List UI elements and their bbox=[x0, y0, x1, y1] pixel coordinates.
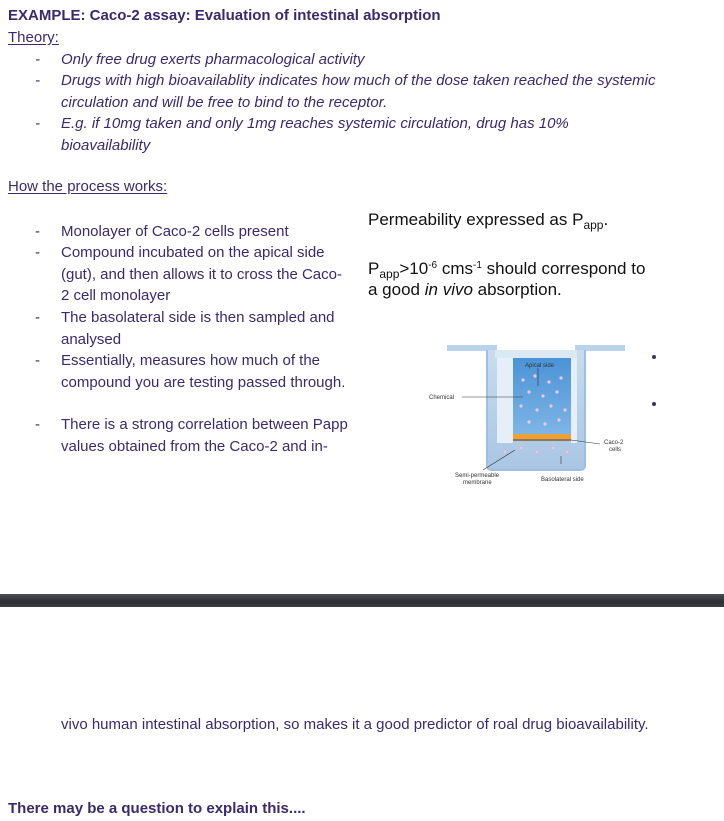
insert-left-wall bbox=[497, 358, 513, 443]
process-bullet-5 bbox=[35, 414, 391, 457]
papp-exp: -6 bbox=[428, 260, 438, 271]
dash-marker: - bbox=[35, 244, 40, 261]
membrane-label-1: Semi-permeable bbox=[455, 473, 500, 479]
process-bullet-3-text: The basolateral side is then sampled and analysed bbox=[61, 309, 335, 348]
theory-bullet-3 bbox=[35, 113, 661, 156]
membrane-label-2: membrane bbox=[463, 480, 492, 486]
theory-heading: Theory: bbox=[8, 29, 59, 46]
perm-suffix: . bbox=[603, 210, 609, 229]
permeability-line-1 bbox=[368, 209, 608, 232]
papp-rest: should correspond to bbox=[481, 259, 646, 278]
insert-rim bbox=[495, 350, 577, 358]
caco2-label-2: cells bbox=[609, 447, 622, 453]
theory-bullet-1-text: Only free drug exerts pharmacological activity bbox=[61, 51, 365, 68]
caco2-diagram bbox=[425, 340, 675, 500]
basolateral-label: Basolateral side bbox=[541, 477, 584, 483]
apical-label: Apical side bbox=[525, 363, 555, 369]
theory-bullet-2-text: Drugs with high bioavailablity indicates how much of the dose taken reached the systemic circulation and will be free to bind to the receptor. bbox=[61, 72, 656, 111]
process-bullet-1-text: Monolayer of Caco-2 cells present bbox=[61, 223, 289, 240]
process-heading: How the process works: bbox=[8, 178, 168, 195]
invivo-italic: in vivo bbox=[424, 280, 473, 299]
papp-unit: cms bbox=[437, 259, 474, 278]
page-title: EXAMPLE: Caco-2 assay: Evaluation of intestinal absorption bbox=[8, 7, 441, 24]
bullet-dot bbox=[652, 402, 656, 406]
dash-marker: - bbox=[35, 416, 40, 433]
invivo-suffix: absorption. bbox=[472, 280, 562, 299]
dash-marker: - bbox=[35, 51, 40, 68]
dash-marker: - bbox=[35, 309, 40, 326]
papp-p: P bbox=[368, 259, 380, 278]
papp-mid: >10 bbox=[399, 259, 429, 278]
invivo-prefix: a good bbox=[368, 280, 425, 299]
theory-bullet-3-text: E.g. if 10mg taken and only 1mg reaches systemic circulation, drug has 10% bioavailability bbox=[61, 115, 569, 154]
dash-marker: - bbox=[35, 352, 40, 369]
theory-bullet-2 bbox=[35, 70, 686, 113]
papp-sub: app bbox=[379, 267, 400, 281]
process-continuation: vivo human intestinal absorption, so makes it a good predictor of roal drug bioavailability. bbox=[61, 716, 649, 733]
dash-marker: - bbox=[35, 115, 40, 132]
process-bullet-5-text: There is a strong correlation between Papp values obtained from the Caco-2 and in- bbox=[61, 416, 348, 455]
chemical-label: Chemical bbox=[429, 395, 455, 401]
membrane-line bbox=[513, 439, 571, 441]
process-bullet-2 bbox=[35, 242, 346, 307]
process-bullet-4 bbox=[35, 350, 391, 393]
caco2-cell-layer bbox=[513, 434, 571, 439]
insert-right-wall bbox=[571, 358, 577, 443]
theory-bullet-1 bbox=[35, 49, 691, 71]
footer-note: There may be a question to explain this.... bbox=[8, 800, 306, 817]
perm-prefix: Permeability expressed as P bbox=[368, 210, 584, 229]
bullet-dot bbox=[652, 355, 656, 359]
caco2-label-1: Caco-2 bbox=[604, 440, 624, 446]
process-bullet-1 bbox=[35, 221, 351, 243]
perm-sub: app bbox=[583, 218, 604, 232]
page-break-divider bbox=[0, 594, 724, 607]
process-bullet-4-text: Essentially, measures how much of the compound you are testing passed through. bbox=[61, 352, 346, 391]
process-bullet-2-text: Compound incubated on the apical side (gut), and then allows it to cross the Caco-2 cell monolayer bbox=[61, 244, 342, 304]
permeability-line-3 bbox=[368, 279, 562, 300]
dash-marker: - bbox=[35, 223, 40, 240]
process-bullet-3 bbox=[35, 307, 351, 350]
papp-unit-exp: -1 bbox=[473, 260, 482, 271]
dash-marker: - bbox=[35, 72, 40, 89]
